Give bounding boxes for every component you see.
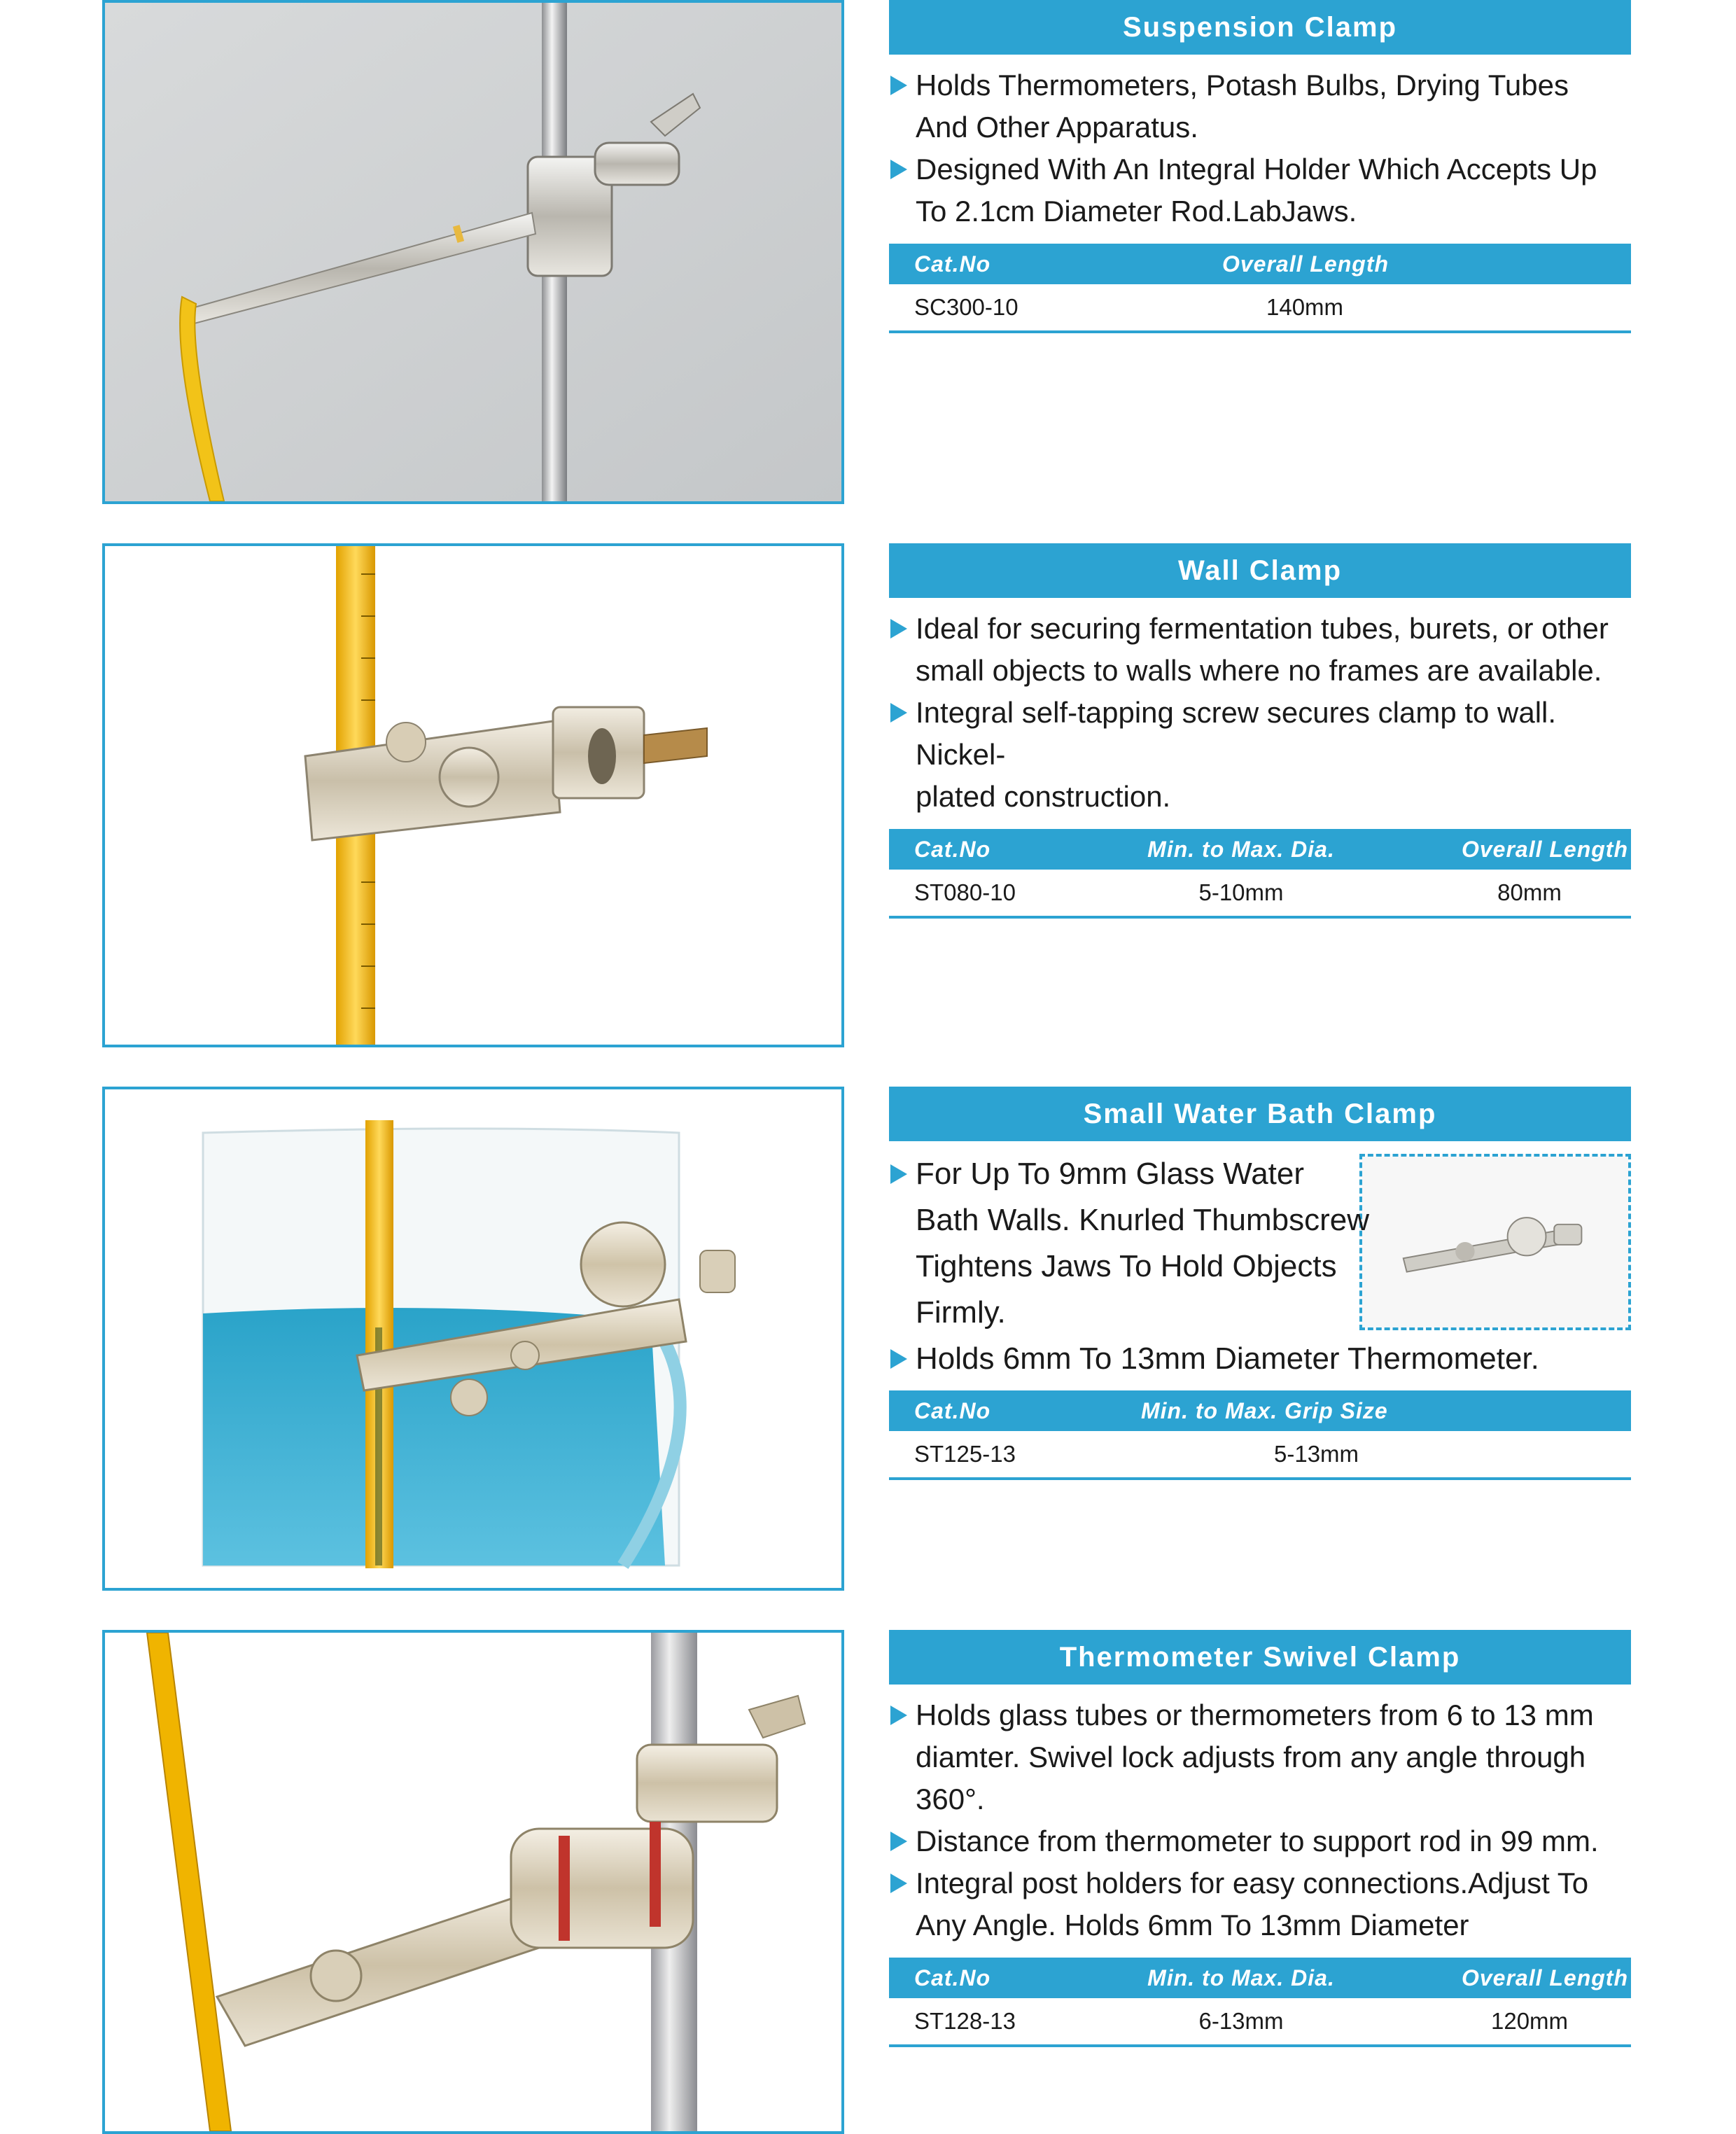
bullet-triangle-icon [890,1164,907,1184]
product-small-water-bath-clamp [0,1087,1736,1591]
cat-no-value: ST128-13 [914,2008,1016,2034]
grip-size-value: 5-13mm [1274,1441,1359,1467]
water-bath-clamp-info [889,1087,1631,1480]
spec-table [889,1390,1631,1480]
wall-clamp-info [889,543,1631,919]
feature-item: Ideal for securing fermentation tubes, burets, or other small objects to walls where no frames are available. [889,608,1631,692]
header-grip-size: Min. to Max. Grip Size [1141,1397,1388,1423]
bullet-triangle-icon [890,703,907,723]
feature-item: Holds glass tubes or thermometers from 6 to 13 mm diamter. Swivel lock adjusts from any angle through 360°. [889,1694,1631,1820]
spec-data-row [889,1431,1631,1480]
bullet-triangle-icon [890,1874,907,1893]
feature-list [889,1694,1631,1946]
header-min-max-dia: Min. to Max. Dia. [1147,1965,1335,1990]
header-cat-no: Cat.No [914,836,991,862]
feature-list [889,64,1631,232]
spec-data-row: SC300-10 140mm [889,284,1631,333]
bullet-triangle-icon [890,1349,907,1369]
header-cat-no: Cat.No [914,1397,991,1423]
spec-data-row: ST128-13 6-13mm 120mm [889,1998,1631,2047]
feature-item: Integral self-tapping screw secures clamp to wall. Nickel- plated construction. [889,692,1631,818]
spec-table [889,829,1631,919]
spec-header-row [889,1958,1631,1998]
feature-item: For Up To 9mm Glass Water Bath Walls. Knurled Thumbscrew Tightens Jaws To Hold Objects Firmly. [889,1151,1631,1336]
cat-no-value: SC300-10 [914,294,1018,320]
bullet-triangle-icon [890,1832,907,1851]
wall-clamp-photo [102,543,844,1047]
feature-item: Holds Thermometers, Potash Bulbs, Drying Tubes And Other Apparatus. [889,64,1631,148]
header-cat-no: Cat.No [914,251,991,277]
header-cat-no: Cat.No [914,1965,991,1990]
product-title: Wall Clamp [889,543,1631,598]
water-bath-clamp-photo [102,1087,844,1591]
bullet-triangle-icon [890,1706,907,1725]
spec-header-row [889,244,1631,284]
product-title: Small Water Bath Clamp [889,1087,1631,1141]
product-title: Suspension Clamp [889,0,1631,55]
swivel-clamp-photo [102,1630,844,2134]
feature-item: Designed With An Integral Holder Which Accepts Up To 2.1cm Diameter Rod.LabJaws. [889,148,1631,232]
swivel-clamp-info [889,1630,1631,2047]
spec-table [889,1958,1631,2047]
product-thermometer-swivel-clamp [0,1630,1736,2134]
bullet-triangle-icon [890,76,907,95]
feature-item: Holds 6mm To 13mm Diameter Thermometer. [889,1336,1631,1382]
feature-item: Distance from thermometer to support rod in 99 mm. [889,1820,1631,1862]
spec-data-row: ST080-10 5-10mm 80mm [889,870,1631,919]
cat-no-value: ST125-13 [914,1441,1016,1467]
product-title: Thermometer Swivel Clamp [889,1630,1631,1685]
suspension-clamp-info [889,0,1631,333]
product-suspension-clamp [0,0,1736,504]
header-overall-length: Overall Length [1222,251,1390,277]
bullet-triangle-icon [890,160,907,179]
product-wall-clamp [0,543,1736,1047]
header-min-max-dia: Min. to Max. Dia. [1147,836,1335,862]
suspension-clamp-photo [102,0,844,504]
header-overall-length: Overall Length [1461,836,1628,862]
cat-no-value: ST080-10 [914,879,1016,905]
spec-table [889,244,1631,333]
feature-list [889,608,1631,818]
feature-list [889,1151,1631,1382]
bullet-triangle-icon [890,619,907,639]
feature-item: Integral post holders for easy connections.Adjust To Any Angle. Holds 6mm To 13mm Diameter [889,1862,1631,1946]
spec-header-row [889,829,1631,870]
header-overall-length: Overall Length [1461,1965,1628,1990]
spec-header-row [889,1390,1631,1431]
